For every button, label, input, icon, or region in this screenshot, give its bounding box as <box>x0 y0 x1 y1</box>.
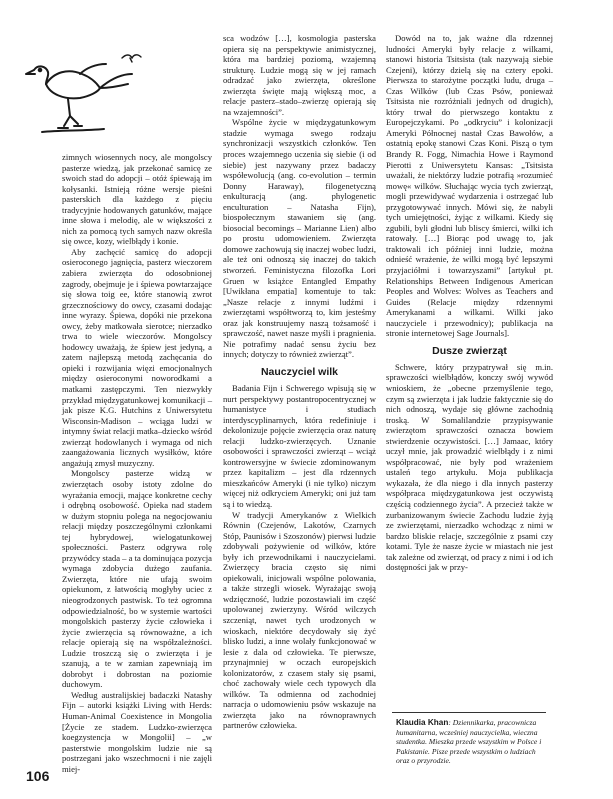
text-column-middle <box>223 33 376 731</box>
paragraph: Mongolscy pasterze widzą w zwierzętach osoby istoty zdolne do wyrażania emocji, mające konkretne cechy i odrębną osobowość. Opieka nad stadem w dużym stopniu polega na negocjowaniu relacji między poszczególnymi członkami tej hybrydowej, wielogatunkowej społeczności. Pasterz odgrywa rolę przywódcy stada – a ta dominująca pozycja wymaga zdobycia dużego zaufania. Zwierzęta, które nie ufają swoim opiekunom, z łatwością mogłyby uciec z nieogrodzonych pastwisk. To też ogromna odpowiedzialność, bo w systemie wartości mongolskich pasterzy życie człowieka i życie zwierzęcia są równoważne, a ich relacje opierają się na współzależności. Ludzie troszczą się o zwierzęta i je szanują, a te w zamian zapewniają im dobrobyt i dobrostan na poziomie duchowym. <box>62 468 212 690</box>
paragraph: Wspólne życie w międzygatunkowym stadzie wymaga swego rodzaju synchronizacji wszystkich członków. Ten proces wzajemnego uczenia się siebie (i od siebie) jest nazywany przez badaczy współewolucją (ang. co-evolution – termin Donny Haraway), filogenetyczną enkulturacją (ang. phylogenetic enculturation – Natasha Fijn), biospołecznym stawaniem się (ang. biosocial becomings – Marianne Lien) albo po prostu udomowieniem. Zwierzęta domowe zachowują się inaczej wobec ludzi, ale też oni odnoszą się inaczej do takich stworzeń. Feministyczna filozofka Lori Gruen w książce Entangled Empathy [Uwikłana empatia] komentuje to tak: „Nasze relacje z innymi ludźmi i zwierzętami współtworzą to, kim jesteśmy oraz jak konstruujemy naszą tożsamość i sprawczość, nawet nasze myśli i pragnienia. Nie potrafimy nadać sensu życiu bez innych; dotyczy to również zwierząt”. <box>223 117 376 360</box>
author-name: Klaudia Khan <box>396 718 449 727</box>
bird-sketch-icon <box>24 44 144 144</box>
author-divider <box>392 712 546 713</box>
paragraph: Według australijskiej badaczki Natashy Fijn – autorki książki Living with Herds: Human-Animal Coexistence in Mongolia [Życie ze stadem. Ludzko-zwierzęca koegzystencja w Mongolii] – „w pasterstwie mongolskim ludzie nie są postrzegani jako wszechmocni i nie zajęli miej- <box>62 689 212 774</box>
paragraph: Dowód na to, jak ważne dla rdzennej ludności Ameryki były relacje z wilkami, stanowi historia Tsitsista (tak nazywają siebie Czejeni), którzy dzielą się na cztery epoki. Pierwsza to starożytne początki ludu, druga – Czas Wilków (lub Czas Psów, ponieważ Tsitsista nie rozróżniali jednych od drugich), który trwał do pierwszego kontaktu z Europejczykami. Po „odkryciu” i kolonizacji Ameryki Północnej nastał Czas Bawołów, a ostatnią epokę stanowi Czas Koni. Piszą o tym Brandy R. Fogg, Nimachia Howe i Raymond Pierotti z Uniwersytetu Kansas: „Tsitsista uważali, że niektórzy ludzie potrafią »rozumieć mowę« wilków. Słuchając wycia tych zwierząt, mogli przewidywać wydarzenia i ostrzegać lub przygotowywać innych. Mówi się, że nabyli tych umiejętności, żyjąc z wilkami. Kiedy się zgubili, byli głodni lub bliscy śmierci, wilki ich ratowały. […] Biorąc pod uwagę to, jak traktowali ich później inni ludzie, można odnieść wrażenie, że wilki mogą być lepszymi przyjaciółmi i towarzyszami” [artykuł pt. Relationships Between Indigenous American Peoples and Wolves: Wolves as Teachers and Guides (Relacje między rdzennymi Amerykanami a wilkami. Wilki jako nauczyciele i przewodnicy); publikacja na stronie internetowej Sage Journals]. <box>386 33 553 339</box>
author-note <box>396 718 546 766</box>
author-bio: : Dziennikarka, pracownicza humanitarna, wcześniej nauczycielka, wieczna studentka. Mieszka przede wszystkim w Polsce i Pakistanie. Pisze przede wszystkim o ludziach oraz o przyrodzie. <box>396 718 542 766</box>
paragraph: zimnych wiosennych nocy, ale mongolscy pasterze wiedzą, jak przekonać samicę ze swoich stad do adopcji – otóż śpiewają im kołysanki. Istnieją różne wersje pieśni pasterskich dla każdego z pięciu tradycyjnie hodowanych gatunków, mające inne słowa i melodię, ale w większości z nich za pomocą tych samych nazw określa się owce, kozy, wielbłądy i konie. <box>62 152 212 247</box>
paragraph: sca wodzów […], kosmologia pasterska opiera się na perspektywie animistycznej, która ma bardziej poziomą, wzajemną strukturę. Ludzie mogą się w jej ramach odradzać jako zwierzęta, określone zwierzęta święte mają większą moc, a relacje pasterz–stado–zwierzę opierają się na wzajemności”. <box>223 33 376 117</box>
text-column-right <box>386 33 553 573</box>
section-heading: Nauczyciel wilk <box>260 365 339 378</box>
paragraph: Schwere, który przypatrywał się m.in. sprawczości wielbłądów, konczy swój wywód wnioskiem, że „obecne przemyślenie tego, czym są zwierzęta i jak ludzie faktycznie się do nich odnoszą, wydaje się główne zachodnią troską. W Somalilandzie przypisywanie zwierzętom sprawczości oznacza bowiem stwierdzenie oczywistości. […] Jamaac, który uczył mnie, jak prowadzić wielbłądy i z nimi współpracować, nie były pod wrażeniem ustaleń tego artykułu. Moja publikacja wykazała, że dla niego i dla innych pasterzy współpraca międzygatunkowa jest oczywistą częścią codziennego życia”. A przecież także w zurbanizowanym świecie Zachodu ludzie żyją ze zwierzętami, nierzadko wchodząc z nimi w bardzo bliskie relacje, szczególnie z psami czy kotami. Tyle że nasze życie w miastach nie jest tak zależne od zwierząt, od pracy z nimi i od ich dostępności jak w przy- <box>386 361 553 573</box>
page-number: 106 <box>26 768 50 784</box>
text-column-left <box>62 152 212 774</box>
paragraph: Badania Fijn i Schwerego wpisują się w nurt perspektywy postantropocentrycznej w humanistyce i studiach interdyscyplinarnych, która redefiniuje i dekolonizuje pojęcie zwierzęcia oraz naturę relacji ludzko-zwierzęcych. Uznanie osobowości i sprawczości zwierząt – wciąż kontrowersyjne w świecie zdominowanym przez kapitalizm – jest dla rdzennych mieszkańców Ameryki (i nie tylko) niczym więcej niż odkryciem Ameryki; oni już tam są i to wiedzą. <box>223 382 376 509</box>
paragraph: Aby zachęcić samicę do adopcji osieroconego jagnięcia, pasterz wieczorem zabiera zwierzęta do odosobnionej zagrody, obejmuje je i śpiewa powtarzające się słowa toig ee, które stanowią zwrot grzecznościowy do owcy, czasami dodając inne wyrazy. Śpiewa, dopóki nie przekona owcy, żeby matkowała sierotce; nierzadko trwa to wiele wieczorów. Mongolscy hodowcy uważają, że śpiew jest jedyną, a zatem najlepszą metodą zachęcania do opieki i rozwijania więzi emocjonalnych między osieroconymi noworodkami a matkami zastępczymi. Ten niezwykły przykład międzygatunkowej komunikacji – jak pisze K.G. Hutchins z Uniwersytetu Wisconsin-Madison – wciąga ludzi w intymny świat relacji matka–dziecko wśród zwierząt hodowlanych i wymaga od nich zaangażowania licznych wysiłków, które angażują zmysł muzyczny. <box>62 246 212 468</box>
section-heading: Dusze zwierząt <box>432 344 507 357</box>
paragraph: W tradycji Amerykanów z Wielkich Równin (Czejenów, Lakotów, Czarnych Stóp, Paunisów i Szoszonów) pierwsi ludzie zdobywali pożywienie od wilków, które były ich przewodnikami i nauczycielami. Zwierzęcy bracia często się nimi opiekowali, inicjowali wspólne polowania, a także strzegli wiosek. Wyrażając swoją wdzięczność, ludzie pozostawiali im część upolowanej zwierzyny. Wśród wilczych szczeniąt, nawet tych urodzonych w wioskach, niektóre decydowały się żyć blisko ludzi, a inne wolały funkcjonować w lesie z dala od człowieka. Te pierwsze, przynajmniej w oczach europejskich kolonizatorów, z czasem stały się psami, choć zachowały wiele cech typowych dla wilków. Ta odmienna od zachodniej narracja o udomowieniu psów wskazuje na zwierzęta jako na równoprawnych partnerów człowieka. <box>223 509 376 731</box>
